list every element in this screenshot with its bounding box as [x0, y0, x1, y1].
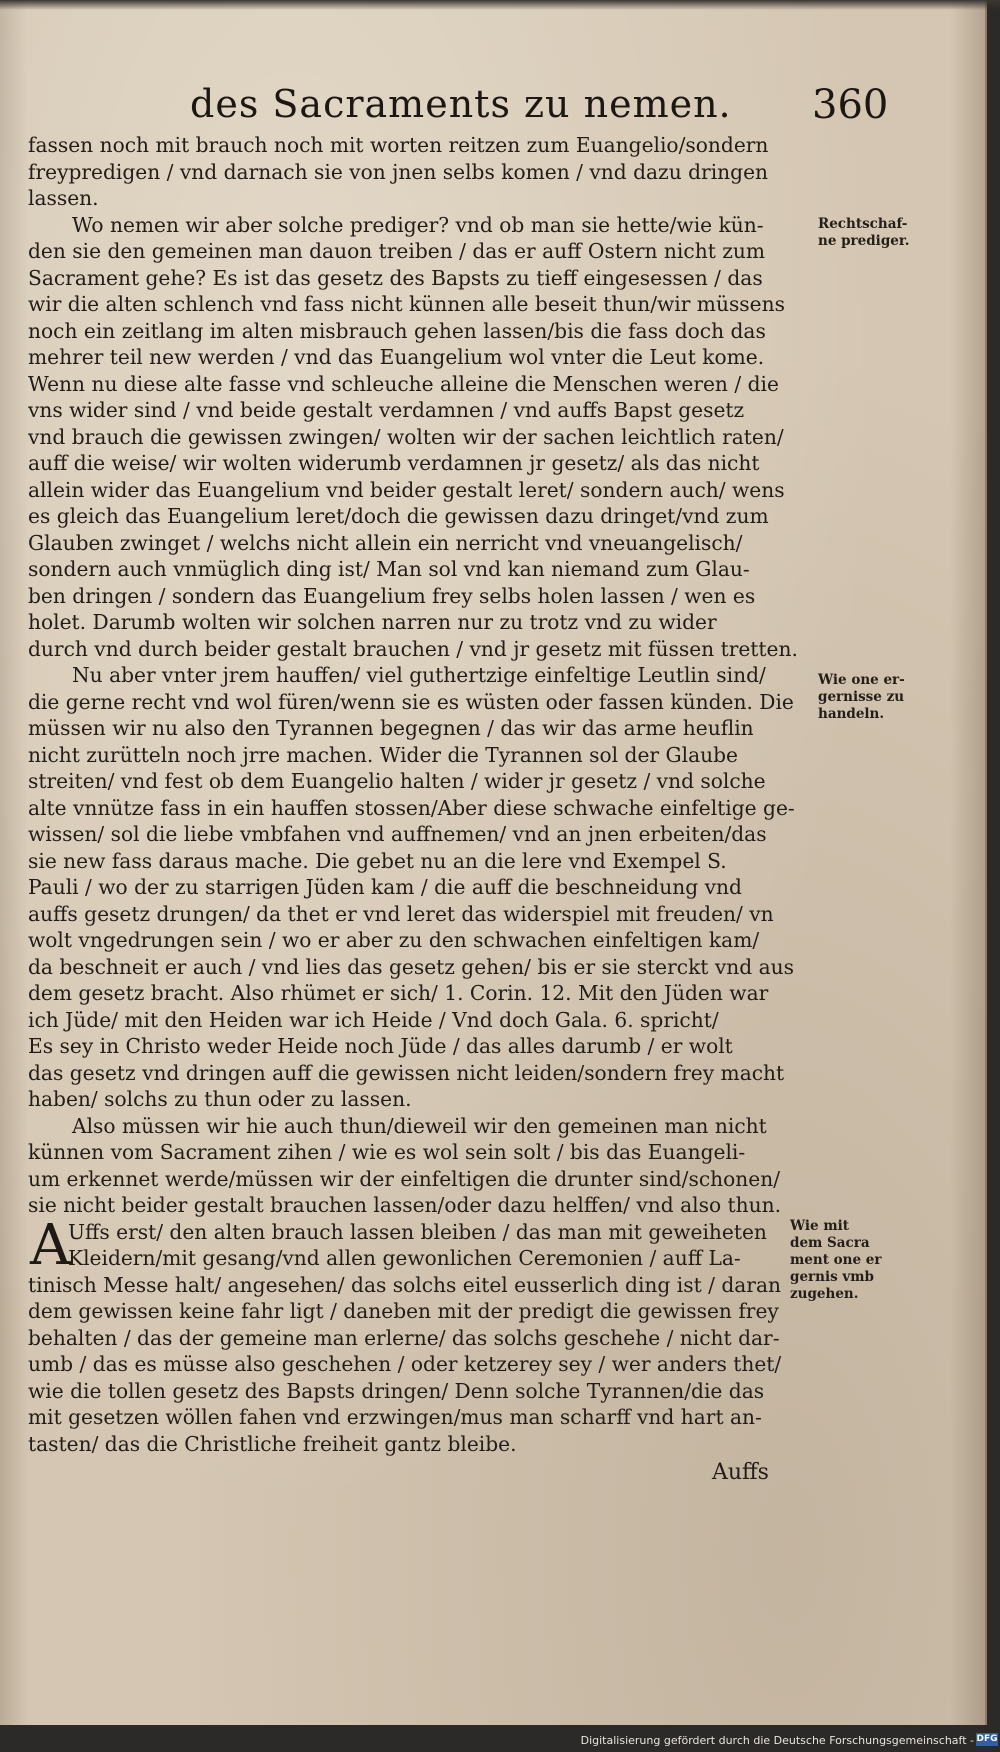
- text-line: Wenn nu diese alte fasse vnd schleuche alleine die Menschen weren / die: [28, 371, 779, 396]
- text-line: Sacrament gehe? Es ist das gesetz des Bapsts zu tieff eingesessen / das: [28, 265, 763, 290]
- text-line: alte vnnütze fass in ein hauffen stossen/Aber diese schwache einfeltige ge-: [28, 795, 795, 820]
- margin-note-line: zugehen.: [790, 1286, 859, 1302]
- text-line: Pauli / wo der zu starrigen Jüden kam / die auff die beschneidung vnd: [28, 875, 742, 899]
- text-line: streiten/ vnd fest ob dem Euangelio halten / wider jr gesetz / vnd solche: [28, 769, 766, 793]
- text-line: sie nicht beider gestalt brauchen lassen/oder dazu helffen/ vnd also thun.: [28, 1193, 782, 1217]
- body-text: [28, 132, 818, 1457]
- page-top-shadow: [0, 0, 1000, 10]
- margin-note-line: Wie one er-: [818, 672, 905, 688]
- text-line: müssen wir nu also den Tyrannen begegnen / das wir das arme heuflin: [28, 716, 754, 740]
- text-line: dem gesetz bracht. Also rhümet er sich/ 1. Corin. 12. Mit den Jüden war: [28, 981, 769, 1005]
- text-line: dem gewissen keine fahr ligt / daneben mit der predigt die gewissen frey: [28, 1299, 779, 1323]
- text-line: Es sey in Christo weder Heide noch Jüde / das alles darumb / er wolt: [28, 1034, 733, 1058]
- text-line: das gesetz vnd dringen auff die gewissen nicht leiden/sondern frey macht: [28, 1060, 785, 1085]
- text-line: allein wider das Euangelium vnd beider gestalt leret/ sondern auch/ wens: [28, 477, 785, 502]
- text-line: tasten/ das die Christliche freiheit gantz bleibe.: [28, 1431, 517, 1456]
- text-line: holet. Darumb wolten wir solchen narren nur zu trotz vnd zu wider: [28, 610, 717, 634]
- text-line: vnd brauch die gewissen zwingen/ wolten wir der sachen leichtlich raten/: [28, 424, 784, 449]
- text-line: um erkennet werde/müssen wir der einfeltigen die drunter sind/schonen/: [28, 1166, 781, 1191]
- running-head: des Sacraments zu nemen.: [190, 82, 732, 126]
- dfg-logo: DFG: [976, 1734, 998, 1744]
- text-line: wissen/ sol die liebe vmbfahen vnd auffnemen/ vnd an jnen erbeiten/das: [28, 822, 767, 846]
- margin-note-wie-one-ergernisse: [818, 672, 928, 723]
- text-line: künnen vom Sacrament zihen / wie es wol sein solt / bis das Euangeli-: [28, 1140, 746, 1164]
- text-line: wolt vngedrungen sein / wo er aber zu den schwachen einfeltigen kam/: [28, 928, 760, 952]
- text-line: Uffs erst/ den alten brauch lassen bleiben / das man mit geweiheten: [68, 1219, 767, 1244]
- text-line: da beschneit er auch / vnd lies das gesetz gehen/ bis er sie sterckt vnd aus: [28, 954, 794, 979]
- text-line: auff die weise/ wir wolten widerumb verdamnen jr gesetz/ als das nicht: [28, 451, 760, 475]
- text-line: Kleidern/mit gesang/vnd allen gewonlichen Ceremonien / auff La-: [68, 1246, 741, 1270]
- funding-credit: Digitalisierung gefördert durch die Deutsche Forschungsgemeinschaft -: [580, 1734, 974, 1747]
- text-line: behalten / das der gemeine man erlerne/ das solchs geschehe / nicht dar-: [28, 1325, 780, 1350]
- text-line: lassen.: [28, 186, 99, 210]
- margin-note-line: gernisse zu: [818, 689, 905, 705]
- text-line: Nu aber vnter jrem hauffen/ viel guthertzige einfeltige Leutlin sind/: [72, 663, 766, 687]
- text-line: Also müssen wir hie auch thun/dieweil wir den gemeinen man nicht: [72, 1113, 767, 1138]
- margin-note-line: ment one er: [790, 1252, 882, 1268]
- margin-note-wie-mit-dem-sacrament: [790, 1218, 900, 1303]
- text-line: nicht zurütteln noch jrre machen. Wider die Tyrannen sol der Glaube: [28, 742, 738, 767]
- margin-note-line: gernis vmb: [790, 1269, 874, 1285]
- page-number: 360: [812, 82, 889, 128]
- text-line: haben/ solchs zu thun oder zu lassen.: [28, 1087, 412, 1111]
- margin-note-line: dem Sacra: [790, 1235, 870, 1251]
- text-line: umb / das es müsse also geschehen / oder ketzerey sey / wer anders thet/: [28, 1352, 782, 1376]
- text-line: wie die tollen gesetz des Bapsts dringen/ Denn solche Tyrannen/die das: [28, 1378, 765, 1403]
- text-line: die gerne recht vnd wol füren/wenn sie es wüsten oder fassen künden. Die: [28, 689, 794, 714]
- margin-note-line: ne prediger.: [818, 233, 910, 249]
- catchword: Auffs: [712, 1460, 769, 1485]
- text-line: auffs gesetz drungen/ da thet er vnd leret das widerspiel mit freuden/ vn: [28, 901, 774, 926]
- text-line: fassen noch mit brauch noch mit worten reitzen zum Euangelio/sondern: [28, 133, 769, 157]
- text-line: wir die alten schlench vnd fass nicht künnen alle beseit thun/wir müssens: [28, 292, 785, 316]
- margin-note-line: Wie mit: [790, 1218, 849, 1234]
- text-line: ben dringen / sondern das Euangelium frey selbs holen lassen / wen es: [28, 583, 756, 608]
- margin-note-line: Rechtschaf-: [818, 216, 908, 232]
- text-line: den sie den gemeinen man dauon treiben / das er auff Ostern nicht zum: [28, 239, 766, 263]
- text-line: mehrer teil new werden / vnd das Euangelium wol vnter die Leut kome.: [28, 345, 765, 369]
- text-line: Wo nemen wir aber solche prediger? vnd ob man sie hette/wie kün-: [72, 212, 764, 237]
- text-line: tinisch Messe halt/ angesehen/ das solchs eitel eusserlich ding ist / daran: [28, 1272, 781, 1297]
- text-line: sondern auch vnmüglich ding ist/ Man sol vnd kan niemand zum Glau-: [28, 557, 750, 581]
- text-line: es gleich das Euangelium leret/doch die gewissen dazu dringet/vnd zum: [28, 504, 769, 528]
- text-line: freypredigen / vnd darnach sie von jnen selbs komen / vnd dazu dringen: [28, 159, 769, 184]
- drop-cap-initial: A: [30, 1213, 71, 1278]
- margin-note-line: handeln.: [818, 706, 885, 722]
- text-line: sie new fass daraus mache. Die gebet nu an die lere vnd Exempel S.: [28, 848, 727, 873]
- text-line: mit gesetzen wöllen fahen vnd erzwingen/mus man scharff vnd hart an-: [28, 1405, 762, 1429]
- margin-note-rechtschaffne-prediger: [818, 216, 928, 250]
- text-line: vns wider sind / vnd beide gestalt verdamnen / vnd auffs Bapst gesetz: [28, 398, 745, 422]
- text-line: ich Jüde/ mit den Heiden war ich Heide / Vnd doch Gala. 6. spricht/: [28, 1007, 719, 1032]
- text-line: Glauben zwinget / welchs nicht allein ein nerricht vnd vneuangelisch/: [28, 530, 743, 555]
- text-line: durch vnd durch beider gestalt brauchen / vnd jr gesetz mit füssen tretten.: [28, 636, 798, 661]
- text-line: noch ein zeitlang im alten misbrauch gehen lassen/bis die fass doch das: [28, 318, 766, 343]
